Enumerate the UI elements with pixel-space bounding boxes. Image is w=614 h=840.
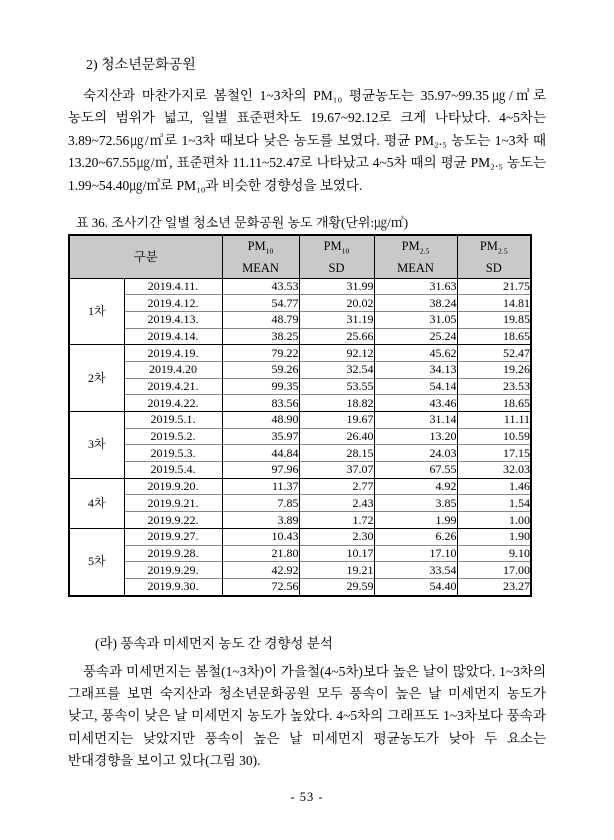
date-cell: 2019.4.21. <box>124 378 222 395</box>
value-cell: 20.02 <box>299 295 374 312</box>
page-number: - 53 - <box>290 790 324 804</box>
table-row <box>69 528 531 545</box>
value-cell: 6.26 <box>374 528 457 545</box>
table-caption: 표 36. 조사기간 일별 청소년 문화공원 농도 개황(단위:㎍/㎥) <box>76 215 409 231</box>
value-cell: 32.03 <box>457 462 531 479</box>
concentration-table-body <box>69 278 531 596</box>
value-cell: 23.53 <box>457 378 531 395</box>
value-cell: 19.85 <box>457 311 531 328</box>
value-cell: 31.19 <box>299 311 374 328</box>
date-cell: 2019.4.13. <box>124 311 222 328</box>
section-heading: 2) 청소년문화공원 <box>86 58 196 73</box>
date-cell: 2019.9.28. <box>124 545 222 562</box>
value-cell: 43.46 <box>374 395 457 412</box>
date-cell: 2019.9.20. <box>124 478 222 495</box>
section-wind-speed-analysis <box>68 634 546 773</box>
table-row <box>69 345 531 362</box>
date-cell: 2019.5.3. <box>124 445 222 462</box>
value-cell: 3.85 <box>374 495 457 512</box>
value-cell: 1.54 <box>457 495 531 512</box>
value-cell: 29.59 <box>299 578 374 595</box>
value-cell: 48.79 <box>222 311 299 328</box>
section-paragraph: 숙지산과 마찬가지로 봄철인 1~3차의 PM₁₀ 평균농도는 35.97~99.35㎍/㎥로 농도의 범위가 넓고, 일별 표준편차도 19.67~92.12로 크게 나타났다. 4~5차는 3.89~72.56㎍/㎥로 1~3차 때보다 낮은 농도를 보였다. 평균 PM₂.₅ 농도는 1~3차 때 13.20~67.55㎍/㎥, 표준편차 11.11~52.47로 나타났고 4~5차 때의 평균 PM₂.₅ 농도는 1.99~54.40㎍/㎥로 PM₁₀과 비슷한 경향성을 보였다. <box>68 88 546 193</box>
value-cell: 14.81 <box>457 295 531 312</box>
table-row <box>69 495 531 512</box>
date-cell: 2019.5.4. <box>124 462 222 479</box>
value-cell: 9.10 <box>457 545 531 562</box>
value-cell: 10.59 <box>457 428 531 445</box>
value-cell: 97.96 <box>222 462 299 479</box>
value-cell: 59.26 <box>222 361 299 378</box>
table-header <box>69 235 531 278</box>
value-cell: 19.26 <box>457 361 531 378</box>
value-cell: 24.03 <box>374 445 457 462</box>
value-cell: 37.07 <box>299 462 374 479</box>
value-cell: 45.62 <box>374 345 457 362</box>
value-cell: 23.27 <box>457 578 531 595</box>
value-cell: 42.92 <box>222 562 299 579</box>
table-row <box>69 412 531 429</box>
col-header-pm10-mean: $PM_{10}$ MEAN <box>222 235 299 278</box>
value-cell: 21.80 <box>222 545 299 562</box>
section-heading: (라) 풍속과 미세먼지 농도 간 경향성 분석 <box>95 635 333 651</box>
table-row <box>69 395 531 412</box>
col-header-pm10-sd: $PM_{10}$ SD <box>299 235 374 278</box>
survey-round-label: 2차 <box>69 345 124 412</box>
value-cell: 35.97 <box>222 428 299 445</box>
value-cell: 11.37 <box>222 478 299 495</box>
value-cell: 54.77 <box>222 295 299 312</box>
value-cell: 4.92 <box>374 478 457 495</box>
table-row <box>69 311 531 328</box>
date-cell: 2019.5.1. <box>124 412 222 429</box>
value-cell: 31.99 <box>299 278 374 295</box>
section-youth-culture-park <box>68 56 546 197</box>
table-row <box>69 445 531 462</box>
value-cell: 2.30 <box>299 528 374 545</box>
value-cell: 1.90 <box>457 528 531 545</box>
value-cell: 53.55 <box>299 378 374 395</box>
date-cell: 2019.4.20 <box>124 361 222 378</box>
table-row <box>69 478 531 495</box>
table-row <box>69 295 531 312</box>
table-section <box>68 214 546 597</box>
value-cell: 19.67 <box>299 412 374 429</box>
concentration-table <box>68 234 532 597</box>
col-header-pm25-mean: $PM_{2.5}$ MEAN <box>374 235 457 278</box>
survey-round-label: 1차 <box>69 278 124 345</box>
value-cell: 18.65 <box>457 328 531 345</box>
value-cell: 32.54 <box>299 361 374 378</box>
section-paragraph: 풍속과 미세먼지는 봄철(1~3차)이 가을철(4~5차)보다 높은 날이 많았다. 1~3차의 그래프를 보면 숙지산과 청소년문화공원 모두 풍속이 높은 날 미세먼지 농도가 낮고, 풍속이 낮은 날 미세먼지 농도가 높았다. 4~5차의 그래프도 1~3차보다 풍속과 미세먼지는 낮았지만 풍속이 높은 날 미세먼지 평균농도가 낮아 두 요소는 반대경향을 보이고 있다(그림 30). <box>68 663 546 769</box>
date-cell: 2019.9.21. <box>124 495 222 512</box>
date-cell: 2019.9.29. <box>124 562 222 579</box>
value-cell: 11.11 <box>457 412 531 429</box>
value-cell: 43.53 <box>222 278 299 295</box>
table-row <box>69 545 531 562</box>
value-cell: 38.25 <box>222 328 299 345</box>
value-cell: 99.35 <box>222 378 299 395</box>
value-cell: 34.13 <box>374 361 457 378</box>
value-cell: 18.65 <box>457 395 531 412</box>
col-header-pm25-sd: $PM_{2.5}$ SD <box>457 235 531 278</box>
date-cell: 2019.4.12. <box>124 295 222 312</box>
value-cell: 1.72 <box>299 512 374 529</box>
value-cell: 1.00 <box>457 512 531 529</box>
value-cell: 79.22 <box>222 345 299 362</box>
value-cell: 48.90 <box>222 412 299 429</box>
value-cell: 17.00 <box>457 562 531 579</box>
date-cell: 2019.4.22. <box>124 395 222 412</box>
value-cell: 2.43 <box>299 495 374 512</box>
value-cell: 31.14 <box>374 412 457 429</box>
value-cell: 52.47 <box>457 345 531 362</box>
date-cell: 2019.4.19. <box>124 345 222 362</box>
value-cell: 31.05 <box>374 311 457 328</box>
value-cell: 31.63 <box>374 278 457 295</box>
table-row <box>69 512 531 529</box>
survey-round-label: 4차 <box>69 478 124 528</box>
value-cell: 67.55 <box>374 462 457 479</box>
date-cell: 2019.9.22. <box>124 512 222 529</box>
value-cell: 13.20 <box>374 428 457 445</box>
value-cell: 7.85 <box>222 495 299 512</box>
table-row <box>69 428 531 445</box>
value-cell: 19.21 <box>299 562 374 579</box>
value-cell: 28.15 <box>299 445 374 462</box>
table-row <box>69 562 531 579</box>
value-cell: 33.54 <box>374 562 457 579</box>
value-cell: 25.24 <box>374 328 457 345</box>
col-header-group: 구분 <box>69 235 222 278</box>
value-cell: 72.56 <box>222 578 299 595</box>
value-cell: 54.40 <box>374 578 457 595</box>
date-cell: 2019.9.27. <box>124 528 222 545</box>
page-content <box>68 56 546 773</box>
value-cell: 3.89 <box>222 512 299 529</box>
value-cell: 2.77 <box>299 478 374 495</box>
value-cell: 10.43 <box>222 528 299 545</box>
survey-round-label: 3차 <box>69 412 124 479</box>
value-cell: 25.66 <box>299 328 374 345</box>
value-cell: 54.14 <box>374 378 457 395</box>
table-row <box>69 462 531 479</box>
value-cell: 10.17 <box>299 545 374 562</box>
value-cell: 18.82 <box>299 395 374 412</box>
table-row <box>69 378 531 395</box>
date-cell: 2019.5.2. <box>124 428 222 445</box>
date-cell: 2019.9.30. <box>124 578 222 595</box>
value-cell: 83.56 <box>222 395 299 412</box>
table-row <box>69 578 531 595</box>
value-cell: 17.10 <box>374 545 457 562</box>
value-cell: 26.40 <box>299 428 374 445</box>
table-row <box>69 328 531 345</box>
date-cell: 2019.4.11. <box>147 278 199 293</box>
value-cell: 38.24 <box>374 295 457 312</box>
date-cell: 2019.4.14. <box>124 328 222 345</box>
survey-round-label: 5차 <box>69 528 124 595</box>
value-cell: 17.15 <box>457 445 531 462</box>
value-cell: 1.46 <box>457 478 531 495</box>
table-row <box>69 278 531 295</box>
value-cell: 44.84 <box>222 445 299 462</box>
value-cell: 1.99 <box>374 512 457 529</box>
value-cell: 92.12 <box>299 345 374 362</box>
table-row <box>69 361 531 378</box>
value-cell: 21.75 <box>457 278 531 295</box>
